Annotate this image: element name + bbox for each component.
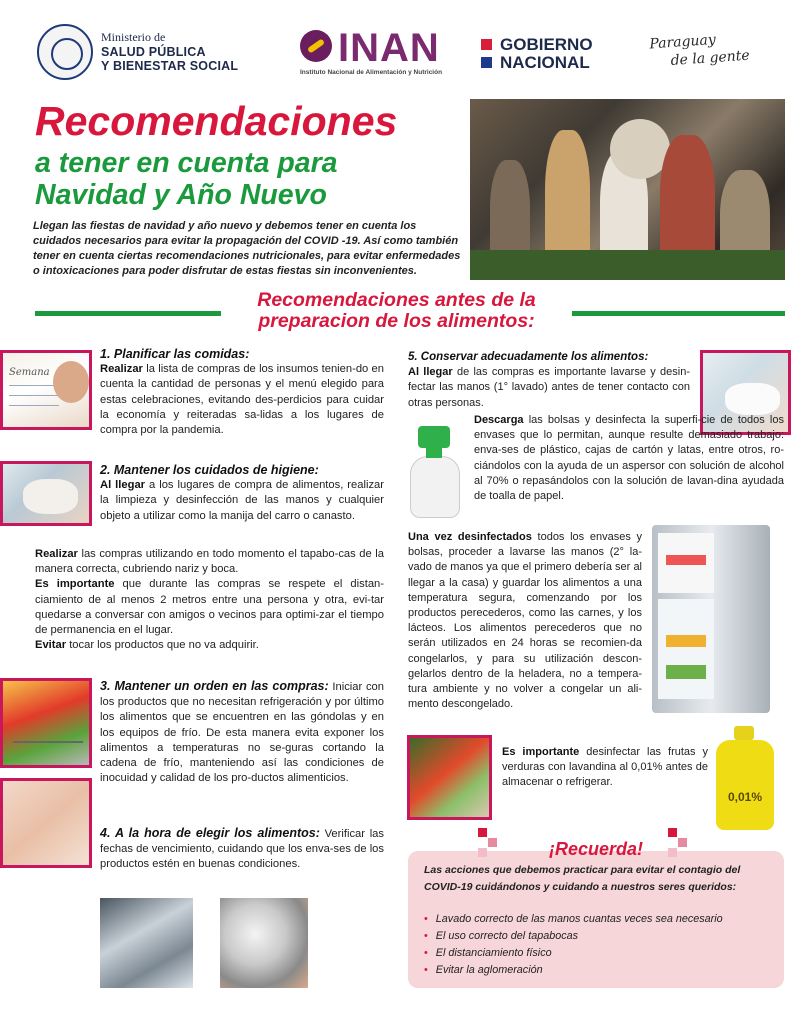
washing-vegetables-photo bbox=[407, 735, 492, 820]
section-1-planificar bbox=[100, 347, 384, 438]
notebook-line bbox=[9, 395, 59, 396]
refrigerator-photo bbox=[652, 525, 770, 713]
bleach-body bbox=[716, 740, 774, 830]
section-title-line1: Recomendaciones antes de la bbox=[257, 289, 536, 311]
section-2-p2-lead: Realizar bbox=[35, 548, 78, 560]
food-item-shape bbox=[666, 635, 706, 647]
flag-blue-square-icon bbox=[481, 57, 492, 68]
section-5-descarga-text: las bolsas y desinfecta la superfi-cie de todos los envases que lo permitan, aunque resulte demasiado trabajo: enva-ses de plástico, cajas de cartón y latas, entre otros, ro-ciándolos con la ayuda de un aspersor con solución de alcohol al 70% o repasándolos con la solución de lavan-dina ayudada de toalla de papel. bbox=[474, 414, 784, 503]
deco-square-icon bbox=[478, 828, 487, 837]
recuerda-item: • El distanciamiento físico bbox=[424, 945, 723, 962]
section-5-importante-lead: Es importante bbox=[502, 746, 580, 758]
section-3-text: Iniciar con los productos que no necesitan refrigeración y por último los alimentos que se encuentren en las góndolas y en los equipos de frío. De esta manera evita exponer los alimentos a temperaturas no se-guras cortando la cadena de frío, manteniendo así las condiciones de inocuidad y calidad de los pro-ductos alimenticios. bbox=[100, 681, 384, 785]
ministry-line3: Y BIENESTAR SOCIAL bbox=[101, 59, 239, 73]
paraguay-de-la-gente-logo bbox=[649, 29, 750, 72]
bleach-cap bbox=[734, 726, 754, 740]
section-title-line2: preparacion de los alimentos: bbox=[258, 310, 535, 332]
grocery-cart-photo bbox=[0, 678, 92, 768]
gob-line2: NACIONAL bbox=[500, 53, 590, 72]
national-seal-icon bbox=[37, 24, 93, 80]
section-2-p2-text: las compras utilizando en todo momento el tapabo-cas de la manera correcta, cubriendo nariz y boca. bbox=[35, 548, 384, 576]
gob-line1: GOBIERNO bbox=[500, 35, 593, 54]
section-2-p3-text: que durante las compras se respete el distan-ciamiento de al menos 2 metros entre una persona y otra, evi-tar quedarse a conversar con amigos o vecinos para optimi-zar el tiempo de permanencia en el lugar. bbox=[35, 578, 384, 637]
section-2-text: a los lugares de compra de alimentos, realizar la limpieza y desinfección de las manos y cualquier objeto a utilizar como la manija del carro o canasto. bbox=[100, 479, 384, 522]
section-4-elegir bbox=[100, 826, 384, 873]
raw-chicken-photo bbox=[0, 778, 92, 868]
recuerda-item: • Lavado correcto de las manos cuantas veces sea necesario bbox=[424, 911, 723, 928]
flag-red-square-icon bbox=[481, 39, 492, 50]
section-2-continued bbox=[35, 547, 384, 653]
section-divider-right bbox=[572, 311, 785, 316]
moss-ground-shape bbox=[470, 250, 785, 280]
food-item-shape bbox=[666, 555, 706, 565]
pyg-line1: Paraguay bbox=[648, 31, 717, 53]
section-2-p4-lead: Evitar bbox=[35, 639, 67, 652]
shopping-list-photo bbox=[0, 350, 92, 430]
notebook-line bbox=[9, 405, 59, 406]
nativity-scene-photo bbox=[470, 99, 785, 280]
section-2-p3-lead: Es importante bbox=[35, 578, 115, 591]
section-5-importante bbox=[502, 745, 708, 791]
cart-bar-shape bbox=[13, 741, 83, 743]
section-5-importante-text: desinfectar las frutas y verduras con lavandina al 0,01% antes de almacenar o refrigerar. bbox=[502, 746, 708, 789]
recuerda-intro: Las acciones que debemos practicar para evitar el contagio del COVID-19 cuidándonos y cuidando a nuestros seres queridos: bbox=[424, 864, 741, 893]
hand-shape bbox=[53, 361, 89, 403]
notebook-line bbox=[9, 385, 59, 386]
page-title: Recomendaciones bbox=[35, 98, 398, 144]
fridge-compartment bbox=[658, 599, 714, 699]
ministry-line2: SALUD PÚBLICA bbox=[101, 45, 206, 59]
section-5-descarga bbox=[408, 413, 784, 517]
deco-square-icon bbox=[668, 828, 677, 837]
section-5-descarga-lead: Descarga bbox=[474, 414, 524, 426]
recuerda-list bbox=[424, 911, 723, 979]
section-1-heading: 1. Planificar las comidas: bbox=[100, 347, 250, 361]
section-2-p4-text: tocar los productos que no va adquirir. bbox=[66, 639, 259, 652]
section-5-text: de las compras es importante lavarse y desin-fectar las manos (1° lavado) antes de tener contacto con otras personas. bbox=[408, 366, 691, 409]
page-subtitle-line2: Navidad y Año Nuevo bbox=[35, 179, 327, 211]
hand-washing-photo bbox=[0, 461, 92, 526]
canned-food-photo bbox=[220, 898, 308, 988]
section-2-higiene bbox=[100, 463, 384, 524]
section-5-desinfectados bbox=[408, 530, 642, 712]
intro-paragraph: Llegan las fiestas de navidad y año nuevo y debemos tener en cuenta los cuidados necesarios para evitar la propagación del COVID -19. Así como también tener en cuenta ciertas recomendaciones nutricionales, para evitar enfermedades o intoxicaciones para poder disfrutar de estas fiestas sin inconvenientes. bbox=[33, 220, 461, 277]
section-4-text: Verificar las fechas de vencimiento, cuidando que los enva-ses de los productos estén en buenas condiciones. bbox=[100, 828, 384, 871]
ministry-logo bbox=[101, 30, 238, 73]
page-header bbox=[0, 0, 791, 90]
inan-logo-icon bbox=[300, 30, 332, 62]
section-5-una-vez-lead: Una vez desinfectados bbox=[408, 531, 532, 543]
section-3-orden bbox=[100, 679, 384, 786]
section-1-lead: Realizar bbox=[100, 363, 143, 376]
section-4-heading: 4. A la hora de elegir los alimentos: bbox=[100, 826, 320, 840]
spray-float-spacer bbox=[408, 413, 474, 517]
soap-foam-shape bbox=[23, 479, 78, 514]
recuerda-title: ¡Recuerda! bbox=[548, 839, 644, 859]
section-2-p3 bbox=[35, 577, 384, 638]
food-item-shape bbox=[666, 665, 706, 679]
ministry-line1: Ministerio de bbox=[101, 30, 166, 44]
section-2-p2 bbox=[35, 547, 384, 577]
section-3-heading: 3. Mantener un orden en las compras: bbox=[100, 679, 329, 693]
bleach-bottle-icon bbox=[716, 726, 774, 830]
inan-subtitle: Instituto Nacional de Alimentación y Nutrición bbox=[300, 69, 443, 76]
recuerda-item: • Evitar la aglomeración bbox=[424, 962, 723, 979]
recuerda-item: • El uso correcto del tapabocas bbox=[424, 928, 723, 945]
section-5-lead: Al llegar bbox=[408, 366, 453, 379]
fish-photo bbox=[100, 898, 193, 988]
section-5-conservar bbox=[408, 350, 690, 411]
section-title bbox=[224, 290, 569, 332]
pyg-line2: de la gente bbox=[670, 47, 751, 70]
soap-foam-shape bbox=[725, 383, 780, 415]
section-divider-left bbox=[35, 311, 221, 316]
section-2-p4 bbox=[35, 638, 384, 653]
notebook-label: Semana bbox=[9, 367, 50, 378]
bleach-label: 0,01% bbox=[727, 790, 763, 804]
section-5-una-vez-text: todos los envases y bolsas, proceder a lavarse las manos (2° la-vado de manos ya que el primero debería ser al llegar a la casa) y guardar los alimentos a una temperatura segura, comenzando por los productos perecederos, como las carnes, y los lácteos. Los alimentos perecederos que no serán utilizados en 24 horas se recomien-da congelarlos, y para su utilización descon-gelarlos dentro de la heladera, no a tempera-tura ambiente y no volver a congelar un ali-mento descongelado. bbox=[408, 531, 642, 711]
page-subtitle-line1: a tener en cuenta para bbox=[35, 147, 338, 179]
inan-name: INAN bbox=[338, 26, 440, 70]
section-2-heading: 2. Mantener los cuidados de higiene: bbox=[100, 463, 319, 477]
gobierno-nacional-logo bbox=[500, 36, 593, 72]
section-2-lead: Al llegar bbox=[100, 479, 146, 492]
section-1-text: la lista de compras de los insumos tenien-do en cuenta la cantidad de personas y el menú elegido para estas celebraciones, evitando des-perdicios para cuidar la economía y reiteradas sa-lidas a los lugares de compra por la pandemia. bbox=[100, 363, 384, 437]
section-5-heading: 5. Conservar adecuadamente los alimentos: bbox=[408, 351, 649, 363]
